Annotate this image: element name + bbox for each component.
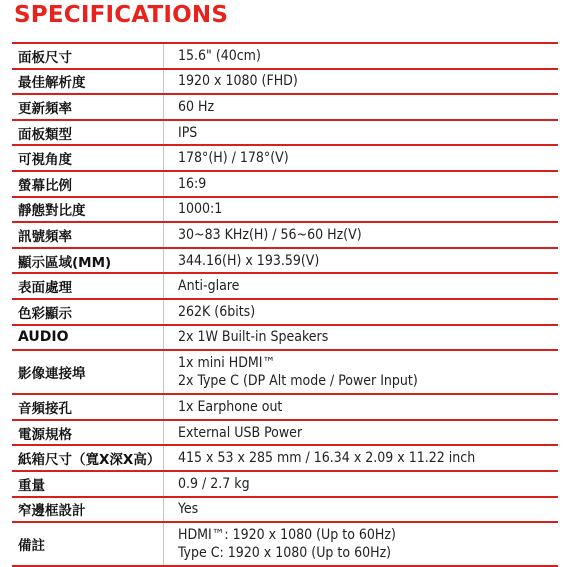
spec-label: 面板尺寸	[12, 44, 164, 68]
spec-row-box-dimensions	[12, 446, 558, 472]
spec-value: 30~83 KHz(H) / 56~60 Hz(V)	[178, 226, 362, 243]
spec-row-panel-type	[12, 121, 558, 147]
spec-label: 表面處理	[12, 274, 164, 298]
spec-label: 影像連接埠	[12, 351, 164, 393]
spec-row-aspect-ratio	[12, 172, 558, 198]
spec-label: 顯示區域(MM)	[12, 249, 164, 273]
spec-value: 2x 1W Built-in Speakers	[178, 329, 329, 346]
spec-label: 可視角度	[12, 146, 164, 170]
spec-label: 螢幕比例	[12, 172, 164, 196]
spec-value: 1x Earphone out	[178, 398, 283, 415]
spec-value: Anti-glare	[178, 278, 240, 295]
spec-row-display-area	[12, 249, 558, 275]
spec-value: 262K (6bits)	[178, 303, 256, 320]
spec-row-viewing-angle	[12, 146, 558, 172]
spec-row-weight	[12, 472, 558, 498]
spec-label: 色彩顯示	[12, 300, 164, 324]
spec-label: 窄邊框設計	[12, 498, 164, 522]
spec-label: 靜態對比度	[12, 198, 164, 222]
spec-value: 60 Hz	[178, 98, 215, 115]
spec-value: 415 x 53 x 285 mm / 16.34 x 2.09 x 11.22 inch	[178, 450, 476, 467]
spec-row-audio	[12, 326, 558, 352]
spec-row-surface	[12, 274, 558, 300]
spec-label: 電源規格	[12, 421, 164, 445]
spec-row-audio-jack	[12, 395, 558, 421]
spec-label: 面板類型	[12, 121, 164, 145]
spec-label: 重量	[12, 472, 164, 496]
spec-label: 音頻接孔	[12, 395, 164, 419]
spec-value: 15.6" (40cm)	[178, 47, 261, 64]
spec-value: 1000:1	[178, 201, 223, 218]
spec-value: External USB Power	[178, 424, 303, 441]
spec-value: 1x mini HDMI™ 2x Type C (DP Alt mode / Power Input)	[178, 355, 418, 390]
page-title: SPECIFICATIONS	[14, 2, 229, 28]
spec-row-signal-frequency	[12, 223, 558, 249]
spec-row-contrast	[12, 198, 558, 224]
spec-value: IPS	[178, 124, 198, 141]
spec-row-power	[12, 421, 558, 447]
spec-row-colors	[12, 300, 558, 326]
spec-row-narrow-bezel	[12, 498, 558, 524]
spec-label: AUDIO	[12, 326, 164, 350]
spec-value: 0.9 / 2.7 kg	[178, 475, 250, 492]
specifications-table	[12, 42, 558, 567]
spec-value: 178°(H) / 178°(V)	[178, 150, 289, 167]
spec-row-notes	[12, 523, 558, 567]
spec-label: 訊號頻率	[12, 223, 164, 247]
spec-label: 更新頻率	[12, 95, 164, 119]
spec-value: 16:9	[178, 175, 207, 192]
spec-label: 最佳解析度	[12, 70, 164, 94]
spec-row-panel-size	[12, 44, 558, 70]
spec-row-refresh-rate	[12, 95, 558, 121]
spec-row-resolution	[12, 70, 558, 96]
spec-row-video-ports	[12, 351, 558, 395]
spec-value: 1920 x 1080 (FHD)	[178, 73, 298, 90]
spec-label: 備註	[12, 523, 164, 565]
spec-label: 紙箱尺寸（寬X深X高）	[12, 446, 164, 470]
spec-value: HDMI™: 1920 x 1080 (Up to 60Hz) Type C: 1920 x 1080 (Up to 60Hz)	[178, 527, 396, 562]
spec-value: 344.16(H) x 193.59(V)	[178, 252, 320, 269]
spec-value: Yes	[178, 501, 199, 518]
